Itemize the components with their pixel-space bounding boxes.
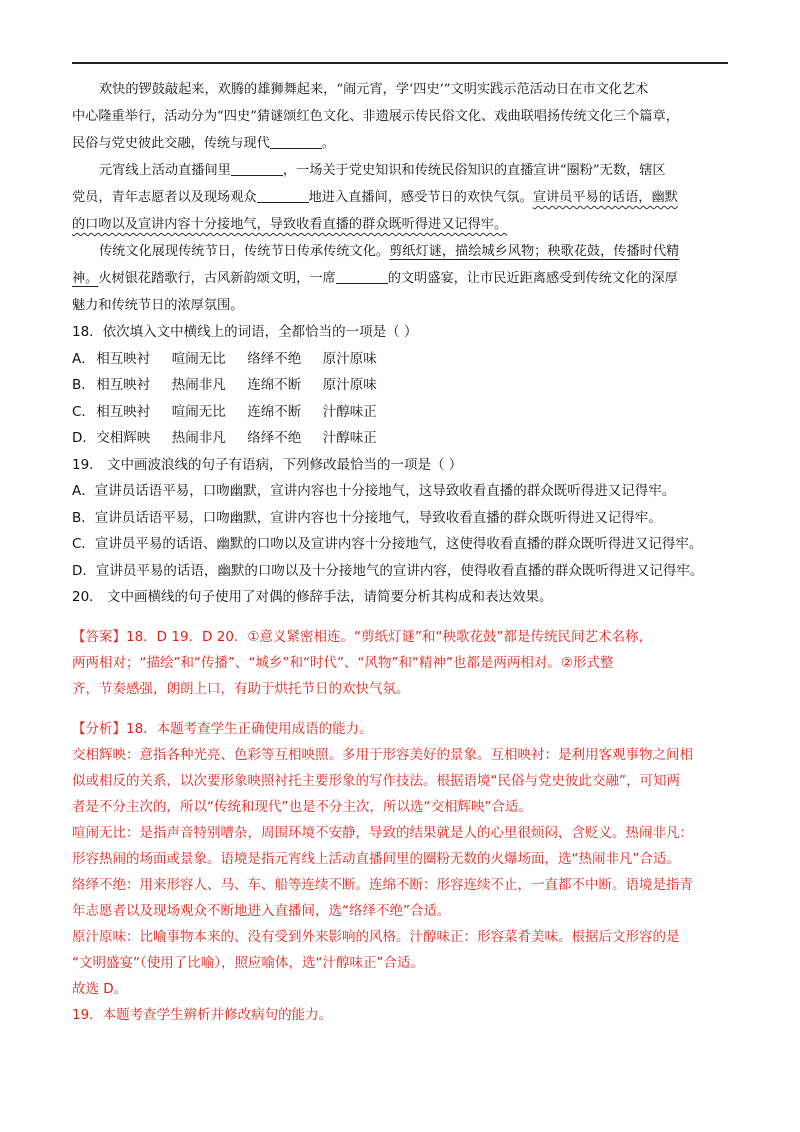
passage-text: 的文明盛宴，让市民近距离感受到传统文化的深厚 bbox=[387, 271, 678, 286]
question-18-option-a bbox=[72, 346, 732, 373]
option-word: 相互映衬 bbox=[96, 377, 151, 393]
analysis-line: 喧闹无比：是指声音特别嘈杂，周围环境不安静，导致的结果就是人的心里很烦闷，含贬义。热闹非凡： bbox=[72, 824, 693, 841]
passage-p1-line3 bbox=[72, 130, 732, 157]
passage-text: ，一场关于党史知识和传统民俗知识的直播宣讲“圈粉”无数，辖区 bbox=[282, 163, 666, 178]
option-word: 热闹非凡 bbox=[171, 377, 226, 393]
passage-text: 。 bbox=[321, 136, 335, 151]
analysis-line: 【分析】18．本题考查学生正确使用成语的能力。 bbox=[72, 720, 373, 737]
question-19-option-c: C．宣讲员平易的话语、幽默的口吻以及宣讲内容十分接地气，这使得收看直播的群众既听得进又记得牢。 bbox=[72, 536, 703, 552]
passage-p1-line1: 欢快的锣鼓敲起来，欢腾的雄狮舞起来，“闹元宵，学‘四史’”文明实践示范活动日在市文化艺术 bbox=[99, 82, 649, 97]
option-word: 喧闹无比 bbox=[171, 403, 226, 420]
fill-blank-2 bbox=[231, 161, 283, 176]
question-18-option-d bbox=[72, 425, 732, 452]
passage-p1-line2: 中心隆重举行，活动分为“四史”猜谜颂红色文化、非遗展示传民俗文化、戏曲联唱扬传统文化三个篇章， bbox=[72, 109, 679, 124]
fill-blank-4 bbox=[336, 269, 388, 284]
analysis-block bbox=[72, 716, 732, 1028]
question-19-option-a: A．宣讲员话语平易，口吻幽默，宣讲内容也十分接地气，这导致收看直播的群众既听得进又记得牢。 bbox=[72, 483, 676, 499]
analysis-line: 年志愿者以及现场观众不断地进入直播间，选“络绎不绝”合适。 bbox=[72, 902, 451, 919]
option-word: 连绵不断 bbox=[247, 377, 302, 393]
header-rule bbox=[72, 62, 728, 64]
passage-text: 地进入直播间，感受节日的欢快气氛。 bbox=[308, 190, 533, 205]
option-word: 相互映衬 bbox=[96, 350, 151, 367]
answer-block bbox=[72, 624, 732, 702]
fill-blank-1 bbox=[270, 134, 322, 149]
question-18-stem: 18．依次填入文中横线上的词语，全都恰当的一项是（ ） bbox=[72, 324, 418, 340]
passage-text: 火树银花踏歌行，古风新韵颂文明，一席 bbox=[98, 271, 336, 286]
option-label: B． bbox=[72, 377, 95, 393]
passage bbox=[72, 76, 732, 319]
analysis-line: 故选 D。 bbox=[72, 980, 128, 997]
question-20-stem: 20． 文中画横线的句子使用了对偶的修辞手法，请简要分析其构成和表达效果。 bbox=[72, 589, 553, 605]
question-19-option-b: B．宣讲员话语平易，口吻幽默，宣讲内容也十分接地气，导致收看直播的群众既听得进又记得牢。 bbox=[72, 509, 662, 526]
fill-blank-3 bbox=[257, 188, 309, 203]
option-word: 喧闹无比 bbox=[171, 350, 226, 367]
passage-text: 民俗与党史彼此交融，传统与现代 bbox=[72, 136, 270, 151]
question-18-option-b bbox=[72, 372, 732, 399]
wavy-underlined-sentence: 的口吻以及宣讲内容十分接地气，导致收看直播的群众既听得进又记得牢。 bbox=[72, 217, 508, 232]
question-18-option-c bbox=[72, 399, 732, 426]
question-19 bbox=[72, 452, 732, 585]
question-20 bbox=[72, 584, 732, 611]
option-word: 络绎不绝 bbox=[247, 430, 302, 446]
analysis-line: 19．本题考查学生辨析并修改病句的能力。 bbox=[72, 1006, 333, 1023]
option-word: 原汁原味 bbox=[322, 350, 377, 367]
option-word: 热闹非凡 bbox=[171, 430, 226, 446]
option-word: 连绵不断 bbox=[247, 403, 302, 420]
option-label: D． bbox=[72, 430, 96, 446]
option-word: 交相辉映 bbox=[96, 430, 151, 446]
answer-line-3: 齐，节奏感强，朗朗上口，有助于烘托节日的欢快气氛。 bbox=[72, 680, 410, 697]
question-19-option-d: D．宣讲员平易的话语，幽默的口吻以及十分接地气的宣讲内容，使得收看直播的群众既听得进又记得牢。 bbox=[72, 562, 704, 579]
answer-line-1: 【答案】18．D 19．D 20．①意义紧密相连。“剪纸灯谜”和“秧歌花鼓”都是传统民间艺术名称， bbox=[72, 628, 652, 645]
underlined-sentence: 剪纸灯谜，描绘城乡风物；秧歌花鼓，传播时代精 bbox=[389, 244, 680, 259]
document-page bbox=[72, 76, 732, 1028]
passage-p3-line3: 魅力和传统节日的浓厚氛围。 bbox=[72, 298, 244, 313]
underlined-sentence: 神。 bbox=[72, 271, 99, 286]
passage-p2-line1 bbox=[72, 157, 732, 184]
analysis-line: 交相辉映：意指各种光亮、色彩等互相映照。多用于形容美好的景象。互相映衬：是利用客观事物之间相 bbox=[72, 746, 693, 763]
analysis-line: 形容热闹的场面或景象。语境是指元宵线上活动直播间里的圈粉无数的火爆场面，选“热闹非凡”合适。 bbox=[72, 850, 680, 867]
option-label: C． bbox=[72, 403, 95, 420]
wavy-underlined-sentence: 宣讲员平易的话语，幽默 bbox=[532, 190, 678, 205]
analysis-line: 原汁原味：比喻事物本来的、没有受到外来影响的风格。汁醇味正：形容菜肴美味。根据后文形容的是 bbox=[72, 928, 680, 945]
option-word: 原汁原味 bbox=[322, 377, 377, 393]
passage-text: 传统文化展现传统节日，传统节日传承传统文化。 bbox=[99, 244, 390, 259]
passage-text: 元宵线上活动直播间里 bbox=[99, 163, 231, 178]
option-word: 络绎不绝 bbox=[247, 350, 302, 367]
passage-p3-line1 bbox=[72, 238, 732, 265]
analysis-line: 络绎不绝：用来形容人、马、车、船等连续不断。连绵不断：形容连续不止，一直都不中断。语境是指青 bbox=[72, 876, 693, 893]
passage-text: 党员，青年志愿者以及现场观众 bbox=[72, 190, 257, 205]
option-label: A． bbox=[72, 350, 95, 367]
passage-p2-line3 bbox=[72, 211, 732, 238]
passage-p3-line2 bbox=[72, 265, 732, 292]
question-19-stem: 19． 文中画波浪线的句子有语病，下列修改最恰当的一项是（ ） bbox=[72, 456, 463, 473]
answer-line-2: 两两相对；“描绘”和“传播”、“城乡”和“时代”、“风物”和“精神”也都是两两相对。②形式整 bbox=[72, 654, 614, 671]
option-word: 汁醇味正 bbox=[322, 403, 377, 420]
analysis-line: 者是不分主次的，所以“传统和现代”也是不分主次，所以选“交相辉映”合适。 bbox=[72, 798, 532, 815]
analysis-line: “文明盛宴”（使用了比喻），照应喻体，选“汁醇味正”合适。 bbox=[72, 954, 424, 971]
option-word: 汁醇味正 bbox=[322, 430, 377, 446]
option-word: 相互映衬 bbox=[96, 403, 151, 420]
passage-p2-line2 bbox=[72, 184, 732, 211]
analysis-line: 似或相反的关系，以次要形象映照衬托主要形象的写作技法。根据语境“民俗与党史彼此交融”，可知两 bbox=[72, 772, 680, 789]
question-18 bbox=[72, 319, 732, 452]
